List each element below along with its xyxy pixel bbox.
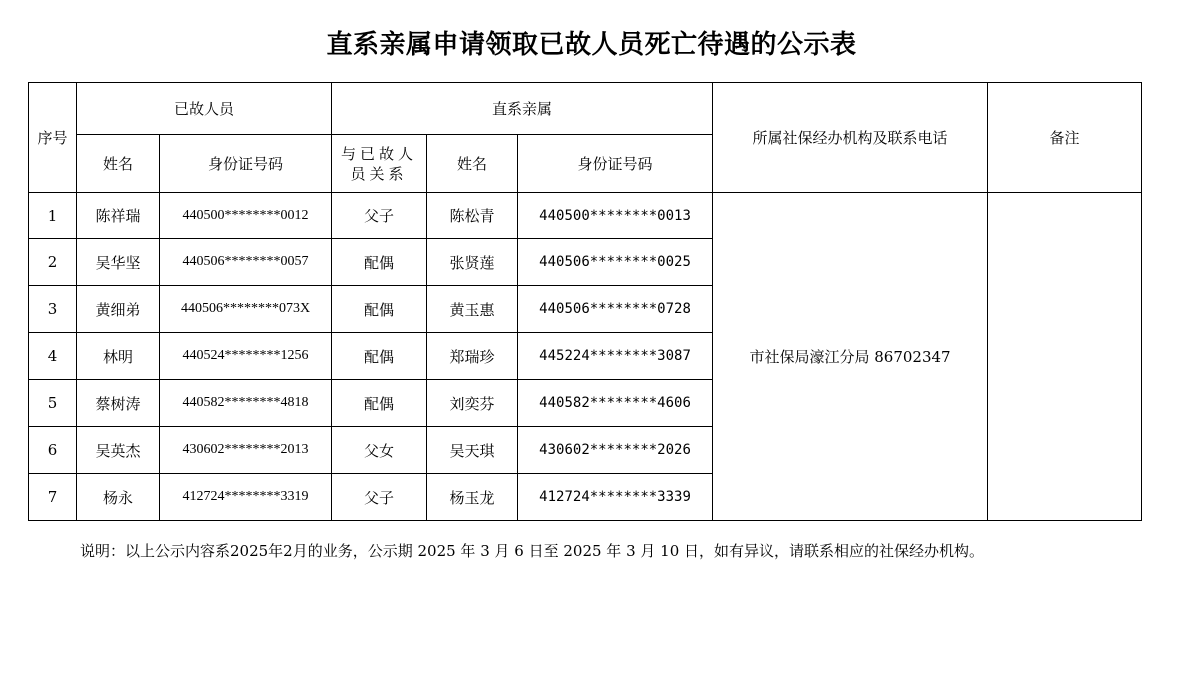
row-seq: 2 (29, 239, 77, 286)
row-seq: 5 (29, 380, 77, 427)
header-relatives-group: 直系亲属 (332, 83, 713, 135)
relative-name: 杨玉龙 (427, 474, 518, 521)
relative-id-number: 445224********3087 (518, 333, 713, 380)
office-contact: 市社保局濠江分局 86702347 (713, 193, 988, 521)
deceased-id-number: 440506********0057 (160, 239, 332, 286)
relative-name: 吴天琪 (427, 427, 518, 474)
header-deceased-id: 身份证号码 (160, 135, 332, 193)
relative-id-number: 440506********0025 (518, 239, 713, 286)
relative-name: 黄玉惠 (427, 286, 518, 333)
row-seq: 1 (29, 193, 77, 239)
row-seq: 7 (29, 474, 77, 521)
deceased-name: 陈祥瑞 (77, 193, 160, 239)
row-seq: 4 (29, 333, 77, 380)
relation: 配偶 (332, 239, 427, 286)
header-office: 所属社保经办机构及联系电话 (713, 83, 988, 193)
deceased-name: 林明 (77, 333, 160, 380)
notice-note: 说明：以上公示内容系2025年2月的业务，公示期 2025 年 3 月 6 日至 2025 年 3 月 10 日，如有异议，请联系相应的社保经办机构。 (80, 542, 985, 560)
deceased-name: 杨永 (77, 474, 160, 521)
header-remarks: 备注 (988, 83, 1142, 193)
deceased-name: 蔡树涛 (77, 380, 160, 427)
relative-name: 陈松青 (427, 193, 518, 239)
deceased-id-number: 440524********1256 (160, 333, 332, 380)
header-relative-name: 姓名 (427, 135, 518, 193)
page-title: 直系亲属申请领取已故人员死亡待遇的公示表 (326, 30, 857, 60)
deceased-id-number: 440500********0012 (160, 193, 332, 239)
deceased-id-number: 440582********4818 (160, 380, 332, 427)
relative-name: 刘奕芬 (427, 380, 518, 427)
relative-id-number: 430602********2026 (518, 427, 713, 474)
relation: 配偶 (332, 333, 427, 380)
relative-id-number: 440506********0728 (518, 286, 713, 333)
header-deceased-name: 姓名 (77, 135, 160, 193)
header-deceased-group: 已故人员 (77, 83, 332, 135)
deceased-name: 黄细弟 (77, 286, 160, 333)
deceased-name: 吴英杰 (77, 427, 160, 474)
relative-name: 张贤莲 (427, 239, 518, 286)
header-row-1 (29, 83, 1142, 135)
header-relation: 与已故人员关系 (332, 135, 427, 193)
relation: 父女 (332, 427, 427, 474)
table-row (29, 193, 1142, 239)
deceased-id-number: 440506********073X (160, 286, 332, 333)
relative-id-number: 440500********0013 (518, 193, 713, 239)
relative-id-number: 440582********4606 (518, 380, 713, 427)
public-notice-table (28, 82, 1142, 521)
row-seq: 3 (29, 286, 77, 333)
remarks-cell (988, 193, 1142, 521)
deceased-id-number: 430602********2013 (160, 427, 332, 474)
deceased-name: 吴华坚 (77, 239, 160, 286)
relation: 父子 (332, 474, 427, 521)
relative-name: 郑瑞珍 (427, 333, 518, 380)
deceased-id-number: 412724********3319 (160, 474, 332, 521)
relation: 配偶 (332, 380, 427, 427)
relation: 父子 (332, 193, 427, 239)
header-seq: 序号 (29, 83, 77, 193)
header-relative-id: 身份证号码 (518, 135, 713, 193)
relative-id-number: 412724********3339 (518, 474, 713, 521)
row-seq: 6 (29, 427, 77, 474)
relation: 配偶 (332, 286, 427, 333)
